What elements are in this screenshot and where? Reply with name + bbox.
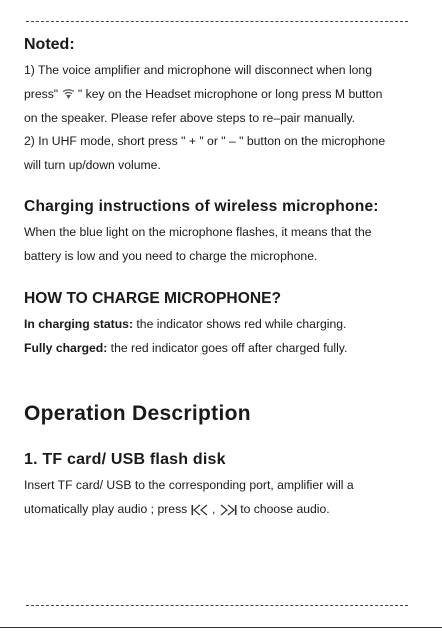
charging-status-label: In charging status: (24, 317, 134, 331)
tf-line-2-mid: , (208, 501, 219, 516)
fully-charged-text: the red indicator goes off after charged fully. (107, 340, 348, 355)
fully-charged-line (24, 337, 420, 361)
charging-line-1: When the blue light on the microphone flashes, it means that the (24, 225, 372, 239)
how-to-charge-paragraph (24, 313, 420, 361)
operation-description-heading: Operation Description (24, 402, 251, 425)
tf-line-1: Insert TF card/ USB to the corresponding port, amplifier will a (24, 478, 354, 492)
next-track-icon (219, 504, 237, 516)
noted-line-1: 1) The voice amplifier and microphone will disconnect when long (24, 63, 372, 77)
charging-status-text: the indicator shows red while charging. (133, 317, 347, 331)
noted-line-2 (24, 83, 420, 107)
charging-paragraph (24, 221, 420, 269)
tf-line-2 (24, 498, 420, 522)
noted-paragraph (24, 59, 420, 178)
tf-card-paragraph (24, 474, 420, 522)
fully-charged-label: Fully charged: (24, 340, 108, 355)
tf-line-2-end: to choose audio. (236, 501, 330, 516)
how-to-charge-heading: HOW TO CHARGE MICROPHONE? (24, 290, 282, 307)
top-dashed-divider (26, 21, 408, 22)
page-bottom-rule (0, 627, 442, 628)
tf-card-heading: 1. TF card/ USB flash disk (24, 451, 226, 468)
noted-line-2-end: " key on the Headset microphone or long press M button (74, 86, 383, 101)
noted-line-3: on the speaker. Please refer above steps to re–pair manually. (24, 110, 356, 125)
tf-line-2-start: utomatically play audio ; press (24, 501, 191, 516)
noted-line-5: will turn up/down volume. (24, 158, 161, 173)
charging-status-line (24, 313, 420, 337)
bottom-dashed-divider (26, 605, 408, 606)
previous-track-icon (191, 504, 209, 516)
charging-line-2: battery is low and you need to charge the microphone. (24, 248, 318, 263)
charging-heading: Charging instructions of wireless microphone: (24, 198, 379, 215)
noted-line-2-start: press" (24, 86, 62, 101)
noted-heading: Noted: (24, 36, 75, 53)
noted-line-4: 2) In UHF mode, short press " + " or " – " button on the microphone (24, 134, 386, 149)
wireless-key-icon (62, 89, 75, 100)
